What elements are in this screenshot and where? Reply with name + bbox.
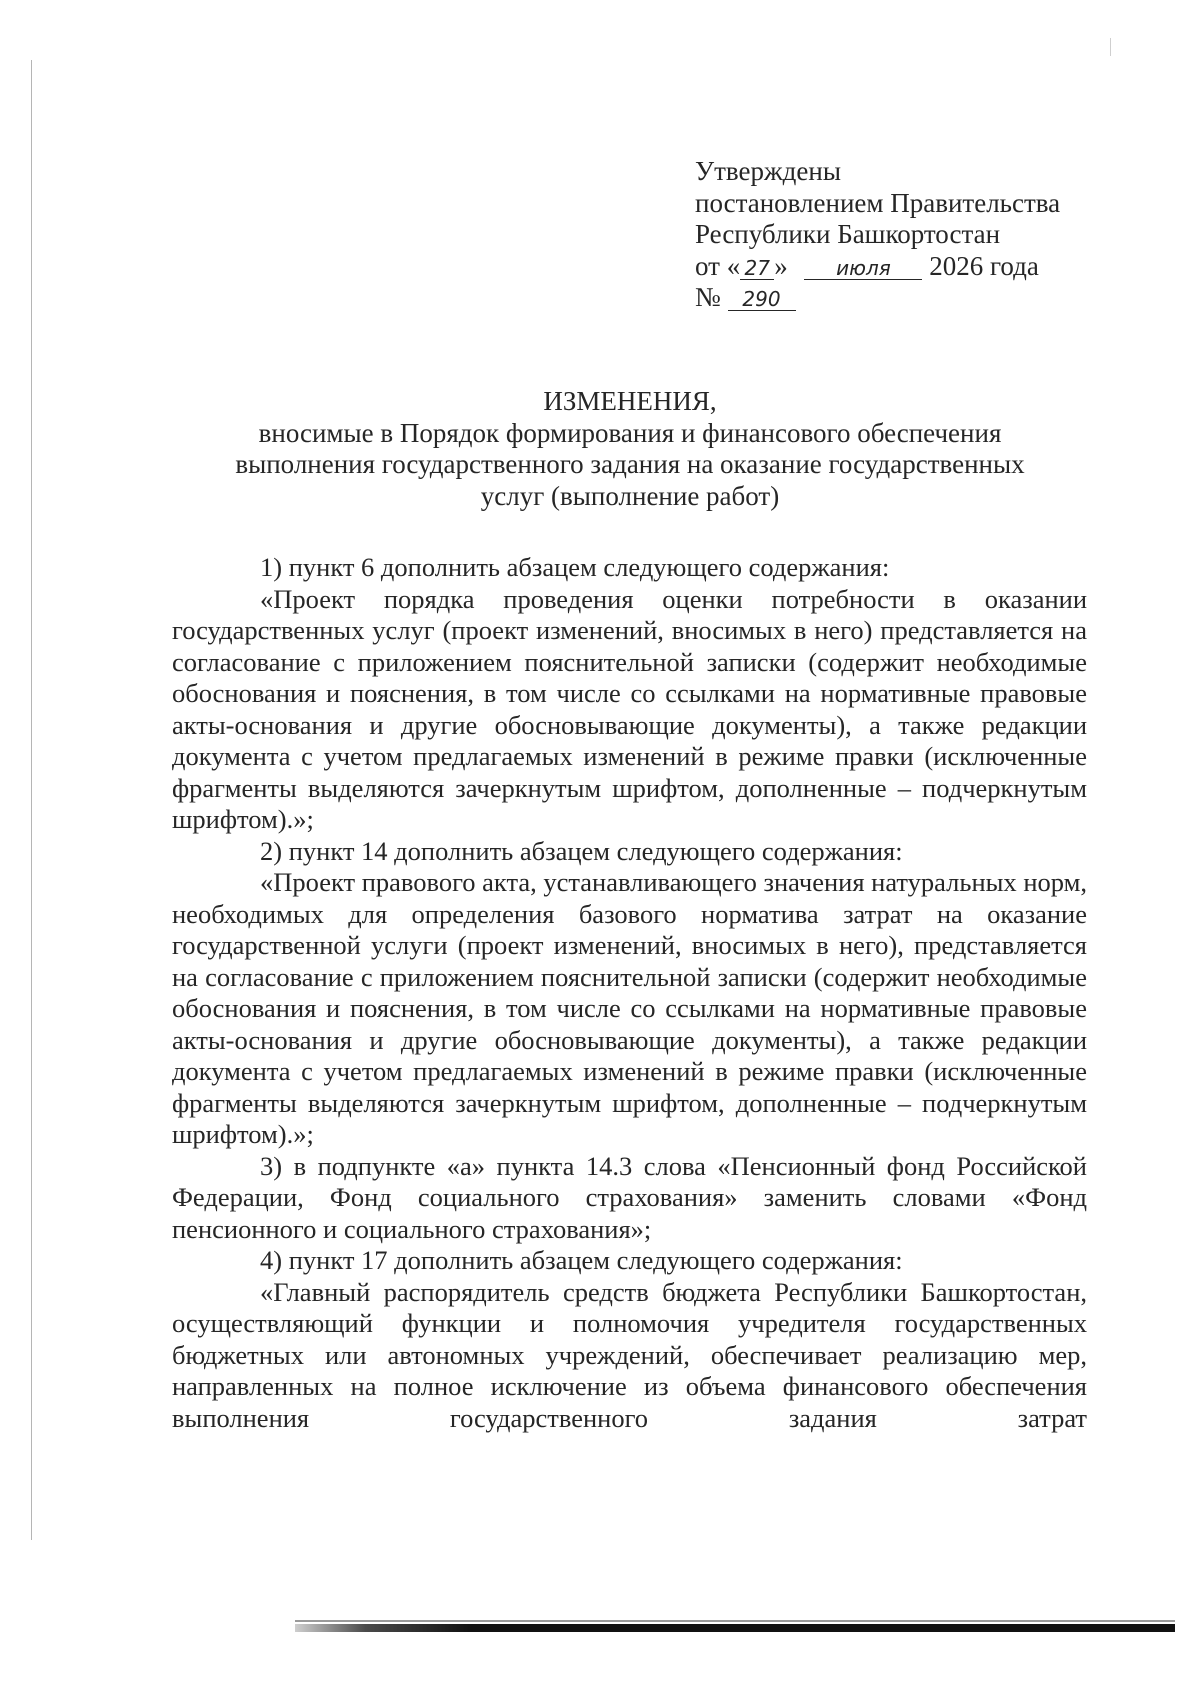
date-day: 27 — [740, 257, 774, 280]
scan-edge-line — [31, 60, 32, 1540]
item-4-lead: 4) пункт 17 дополнить абзацем следующего содержания: — [260, 1245, 903, 1275]
approval-date — [695, 251, 1115, 283]
date-month: июля — [804, 257, 922, 280]
approval-line-1: Утверждены — [695, 156, 841, 186]
item-1-quote: «Проект порядка проведения оценки потребности в оказании государственных услуг (проект изменений, вносимых в него) представляется на согласование с приложением пояснительной записки (содержит необходимые обоснования и пояснения, в том числе со ссылками на нормативные правовые акты-основания и другие обосновывающие документы), а также редакции документа с учетом предлагаемых изменений в режиме правки (исключенные фрагменты выделяются зачеркнутым шрифтом, дополненные – подчеркнутым шрифтом).»; — [172, 583, 1087, 834]
approval-block — [695, 156, 1115, 314]
title-sub-2: выполнения государственного задания на оказание государственных — [235, 449, 1025, 479]
scan-bottom-rule — [295, 1624, 1175, 1632]
document-title — [180, 386, 1080, 512]
title-heading: ИЗМЕНЕНИЯ, — [543, 386, 717, 416]
document-body — [172, 552, 1087, 1434]
scan-bottom-rule-thin — [295, 1620, 1175, 1622]
item-2-lead: 2) пункт 14 дополнить абзацем следующего содержания: — [260, 835, 903, 866]
item-3-lead: 3) в подпункте «а» пункта 14.3 слова «Пенсионный фонд Российской Федерации, Фонд социального страхования» заменить словами «Фонд пенсионного и социального страхования»; — [172, 1150, 1087, 1244]
approval-line-2: постановлением Правительства — [695, 187, 1061, 218]
approval-line-3: Республики Башкортостан — [695, 219, 1001, 249]
date-year: 2026 года — [929, 250, 1039, 281]
number-value: 290 — [728, 288, 796, 311]
date-mid: » — [774, 250, 788, 281]
title-sub-1: вносимые в Порядок формирования и финансового обеспечения — [258, 417, 1002, 448]
number-prefix: № — [695, 282, 721, 312]
title-sub-3: услуг (выполнение работ) — [480, 480, 780, 511]
item-2-quote: «Проект правового акта, устанавливающего значения натуральных норм, необходимых для определения базового норматива затрат на оказание государственной услуги (проект изменений, вносимых в него), представляется на согласование с приложением пояснительной записки (содержит необходимые обоснования и пояснения, в том числе со ссылками на нормативные правовые акты-основания и другие обосновывающие документы), а также редакции документа с учетом предлагаемых изменений в режиме правки (исключенные фрагменты выделяются зачеркнутым шрифтом, дополненные – подчеркнутым шрифтом).»; — [172, 867, 1087, 1149]
item-1-lead: 1) пункт 6 дополнить абзацем следующего содержания: — [260, 552, 890, 582]
approval-number — [695, 282, 1115, 314]
item-4-quote: «Главный распорядитель средств бюджета Республики Башкортостан, осуществляющий функции и полномочия учредителя государственных бюджетных или автономных учреждений, обеспечивает реализацию мер, направленных на полное исключение из объема финансового обеспечения выполнения государственного задания затрат — [172, 1276, 1087, 1433]
date-prefix: от « — [695, 250, 741, 281]
scan-mark — [1110, 38, 1111, 56]
